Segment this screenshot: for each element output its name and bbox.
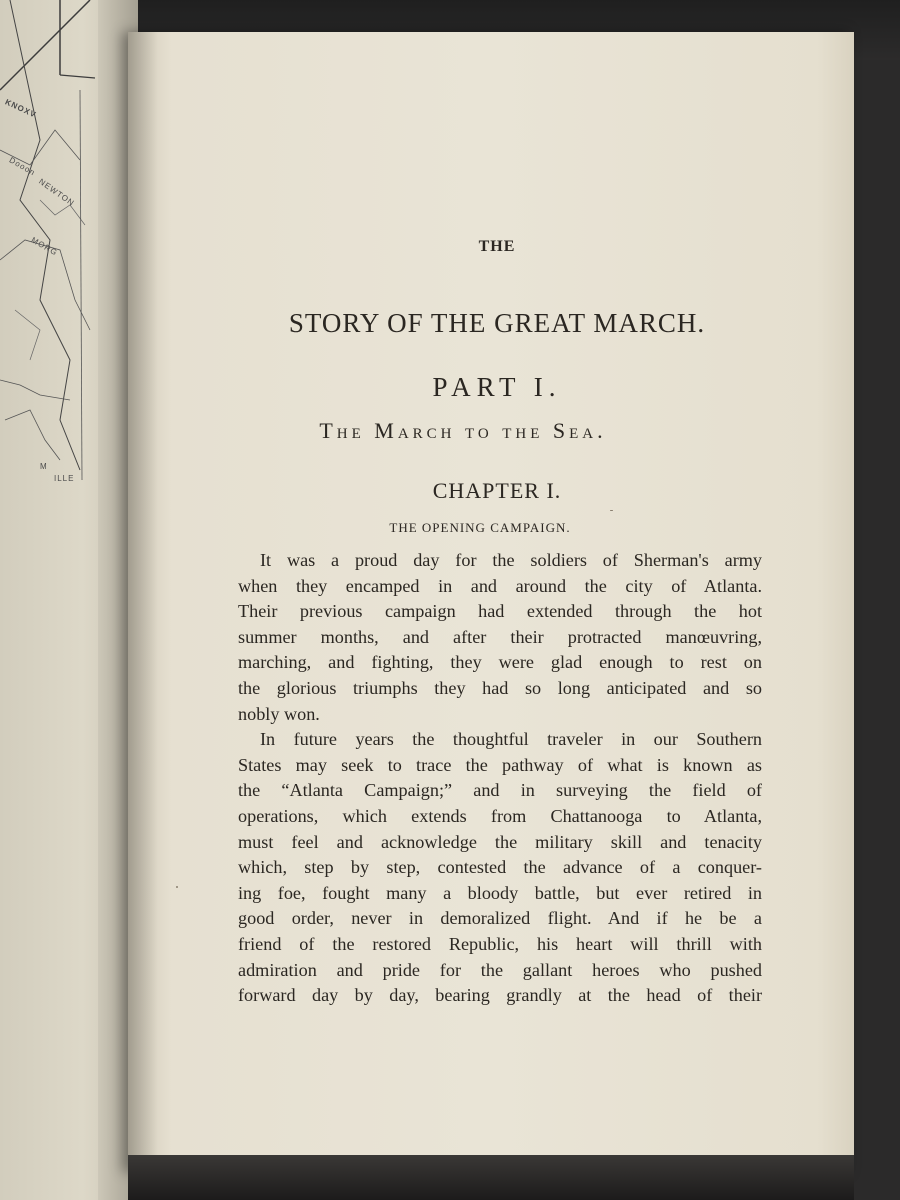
map-label: MORG <box>29 235 60 258</box>
text-line: the “Atlanta Campaign;” and in surveying the field of <box>238 780 762 801</box>
map-label: ILLE <box>54 474 75 483</box>
map-label: NEWTON <box>37 176 77 209</box>
text-line: which, step by step, contested the advance of a conquer- <box>238 857 762 878</box>
part-heading: PART I. <box>432 372 562 402</box>
text-line: good order, never in demoralized flight. And if he be a <box>238 908 762 929</box>
text-line: ing foe, fought many a bloody battle, but ever retired in <box>238 882 762 903</box>
chapter-heading: CHAPTER I. <box>432 478 562 503</box>
text-line: operations, which extends from Chattanooga to Atlanta, <box>238 805 762 826</box>
text-line: the glorious triumphs they had so long anticipated and so <box>238 677 762 698</box>
text-line: friend of the restored Republic, his heart will thrill with <box>238 933 762 954</box>
map-label: Dooon <box>7 155 37 178</box>
text-line: summer months, and after their protracted manœuvring, <box>238 626 762 647</box>
part-subtitle: The March to the Sea. <box>319 418 607 443</box>
paper-speck <box>610 510 613 511</box>
text-line: States may seek to trace the pathway of what is known as <box>238 754 762 775</box>
text-line: Their previous campaign had extended through the hot <box>238 601 762 622</box>
text-line: It was a proud day for the soldiers of Sherman's army <box>260 550 762 570</box>
paragraph-2 <box>238 727 762 1009</box>
heading-the: THE <box>478 238 516 255</box>
chapter-title: THE OPENING CAMPAIGN. <box>389 520 571 535</box>
paragraph-1 <box>238 548 762 727</box>
text-line: marching, and fighting, they were glad enough to rest on <box>238 652 762 673</box>
text-line: admiration and pride for the gallant heroes who pushed <box>238 959 762 980</box>
paper-speck <box>176 886 178 888</box>
text-line: nobly won. <box>238 703 320 724</box>
map-label: KNOXV <box>3 97 38 120</box>
text-line: must feel and acknowledge the military skill and tenacity <box>238 831 762 852</box>
text-line: forward day by day, bearing grandly at the head of their <box>238 985 762 1006</box>
map-label: M <box>40 462 48 471</box>
book-title: STORY OF THE GREAT MARCH. <box>288 308 706 338</box>
text-line: when they encamped in and around the city of Atlanta. <box>238 575 762 596</box>
text-line: In future years the thoughtful traveler in our Southern <box>260 729 762 750</box>
body-text <box>238 548 762 1009</box>
